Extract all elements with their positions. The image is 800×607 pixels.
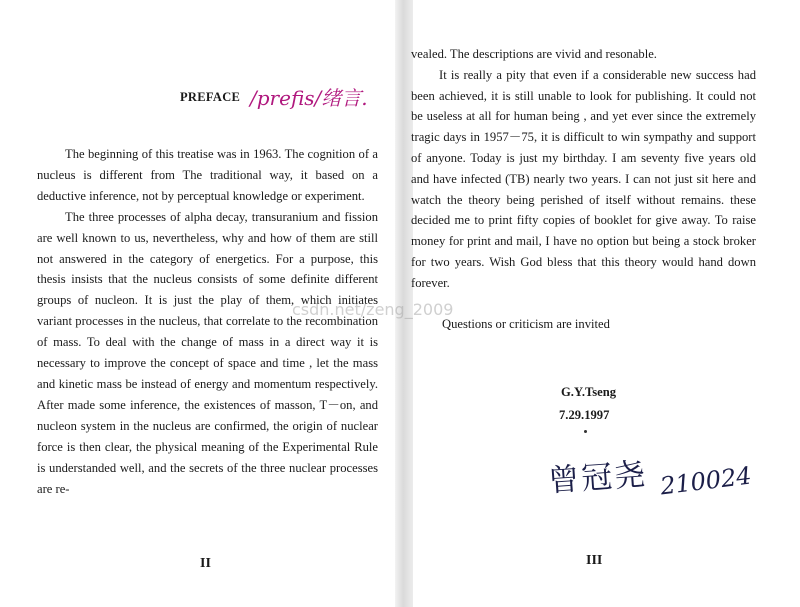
left-page-body <box>37 144 378 499</box>
watermark-text: csdn.net/zeng_2009 <box>292 300 454 319</box>
closing-line: Questions or criticism are invited <box>442 317 610 331</box>
author-signature: G.Y.Tseng <box>561 385 617 399</box>
preface-heading: PREFACE <box>180 90 241 104</box>
page-number-right: III <box>586 553 603 568</box>
handwritten-signature: 曾冠尧 <box>547 456 649 500</box>
paragraph-pity: It is really a pity that even if a considerable new success had been achieved, it is still unable to look for publishing. It could not be useless at all for human being , and yet ever since the extremely tragic days in 1957－75, it is difficult to win sympathy and support of anyone. Today is just my birthday. I am seventy five years old and have infected (TB) nearly two years. I can not just sit here and watch the theory being perished of itself without remains. these decided me to print fifty copies of booklet for give away. To raise money for print and mail, I have no option but being a stock broker for two years. Wish God bless that this theory would hand down forever. <box>411 67 756 290</box>
handwritten-number: 210024 <box>658 461 753 501</box>
paragraph-processes: The three processes of alpha decay, transuranium and fission are well known to us, nevertheless, why and how of them are still not answered in the category of energetics. For a purpose, this thesis insists that the nucleus consists of some definite different groups of nucleon. It is just the play of them, which initiates variant processes in the nucleus, that correlate to the recombination of mass. To deal with the change of mass in a direct way it is necessary to improve the concept of space and time , let the mass and kinetic mass be instead of energy and momentum respectively. After made some inference, the existences of masson, T－on, and nucleon system in the nucleus are confirmed, the origin of nuclear force is then clear, the physical meaning of the Experimental Rule is understanded well, and the secrets of the three nuclear processes are re- <box>37 209 378 496</box>
paragraph-intro: The beginning of this treatise was in 1963. The cognition of a nucleus is different from The traditional way, it based on a deductive inference, not by perceptual knowledge or experiment. <box>37 147 378 203</box>
page-number-left: II <box>200 556 211 571</box>
signature-date: 7.29.1997 <box>559 408 610 422</box>
right-page-body <box>411 44 756 294</box>
ink-dot <box>584 430 587 433</box>
paragraph-continuation: vealed. The descriptions are vivid and resonable. <box>411 47 657 61</box>
handwritten-annotation: /prefis/绪言. <box>250 86 368 110</box>
